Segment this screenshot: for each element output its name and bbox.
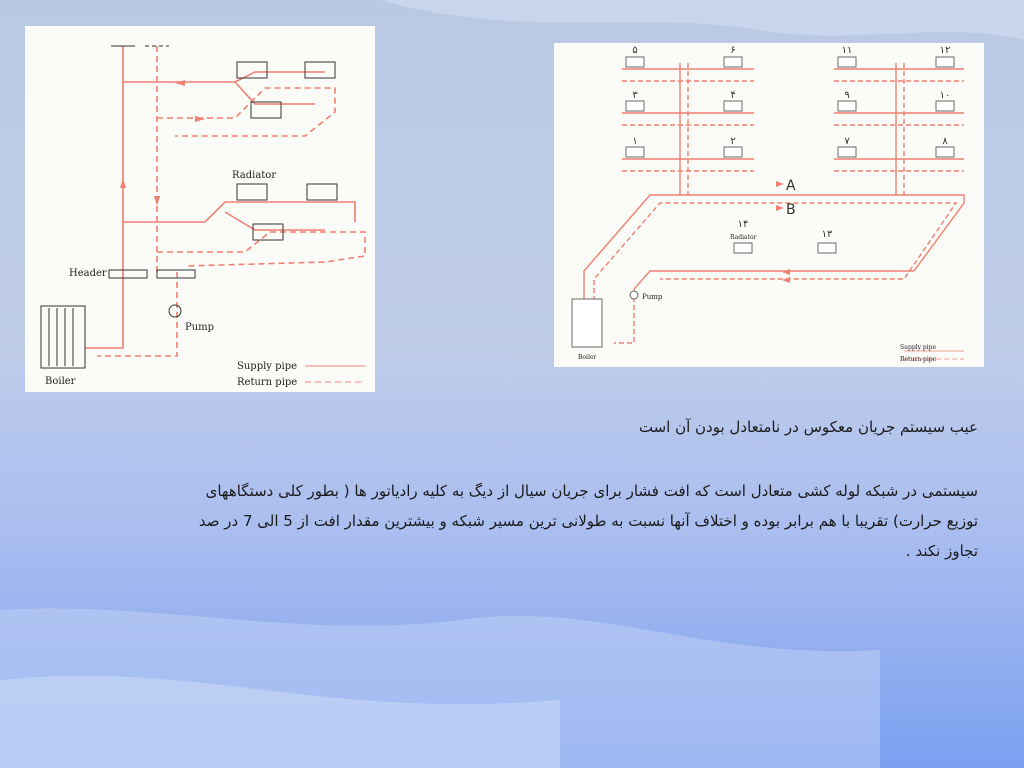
radiator-number-4: ۴: [730, 90, 736, 101]
slide-paragraph: [98, 476, 978, 566]
radiator-number-7: ۷: [844, 136, 850, 147]
radiator-number-5: ۵: [632, 45, 638, 56]
slide-heading: عیب سیستم جریان معکوس در نامتعادل بودن آن است: [638, 418, 978, 436]
paragraph-line-1: سیستمی در شبکه لوله کشی متعادل است که افت فشار برای جریان سیال از دیگ به کلیه رادیاتور ها ( بطور کلی دستگاههای: [205, 482, 978, 500]
paragraph-line-3: تجاوز نکند .: [905, 542, 978, 560]
reverse-return-diagram: [25, 26, 375, 392]
legend-return-label: Return pipe: [900, 356, 937, 363]
radiator-number-8: ۸: [942, 136, 948, 147]
radiator-label: Radiator: [730, 234, 757, 241]
point-a-label: A: [786, 178, 796, 194]
radiator-number-11: ۱۱: [841, 45, 853, 56]
legend-return-label: Return pipe: [237, 377, 298, 388]
paragraph-line-2: توزیع حرارت) تقریبا با هم برابر بوده و اختلاف آنها نسبت به طولانی ترین مسیر شبکه و بیشترین مقدار افت از 5 الی 7 در صد: [198, 512, 978, 530]
radiator-number-2: ۲: [730, 136, 736, 147]
radiator-number-13: ۱۳: [821, 229, 833, 240]
radiator-number-14: ۱۴: [737, 219, 749, 230]
radiator-number-12: ۱۲: [939, 45, 951, 56]
boiler-label: Boiler: [578, 354, 597, 361]
boiler-label: Boiler: [45, 376, 76, 387]
radiator-number-10: ۱۰: [939, 90, 951, 101]
radiator-number-3: ۳: [632, 90, 638, 101]
radiator-label: Radiator: [232, 170, 277, 181]
point-b-label: B: [786, 202, 796, 218]
balanced-piping-diagram: [554, 43, 984, 367]
radiator-number-1: ۱: [632, 136, 638, 147]
radiator-number-9: ۹: [844, 90, 850, 101]
header-label: Header: [69, 268, 107, 279]
pump-label: Pump: [642, 293, 663, 301]
pump-label: Pump: [185, 322, 215, 333]
radiator-number-6: ۶: [730, 45, 736, 56]
legend-supply-label: Supply pipe: [900, 344, 937, 351]
legend-supply-label: Supply pipe: [237, 361, 298, 372]
